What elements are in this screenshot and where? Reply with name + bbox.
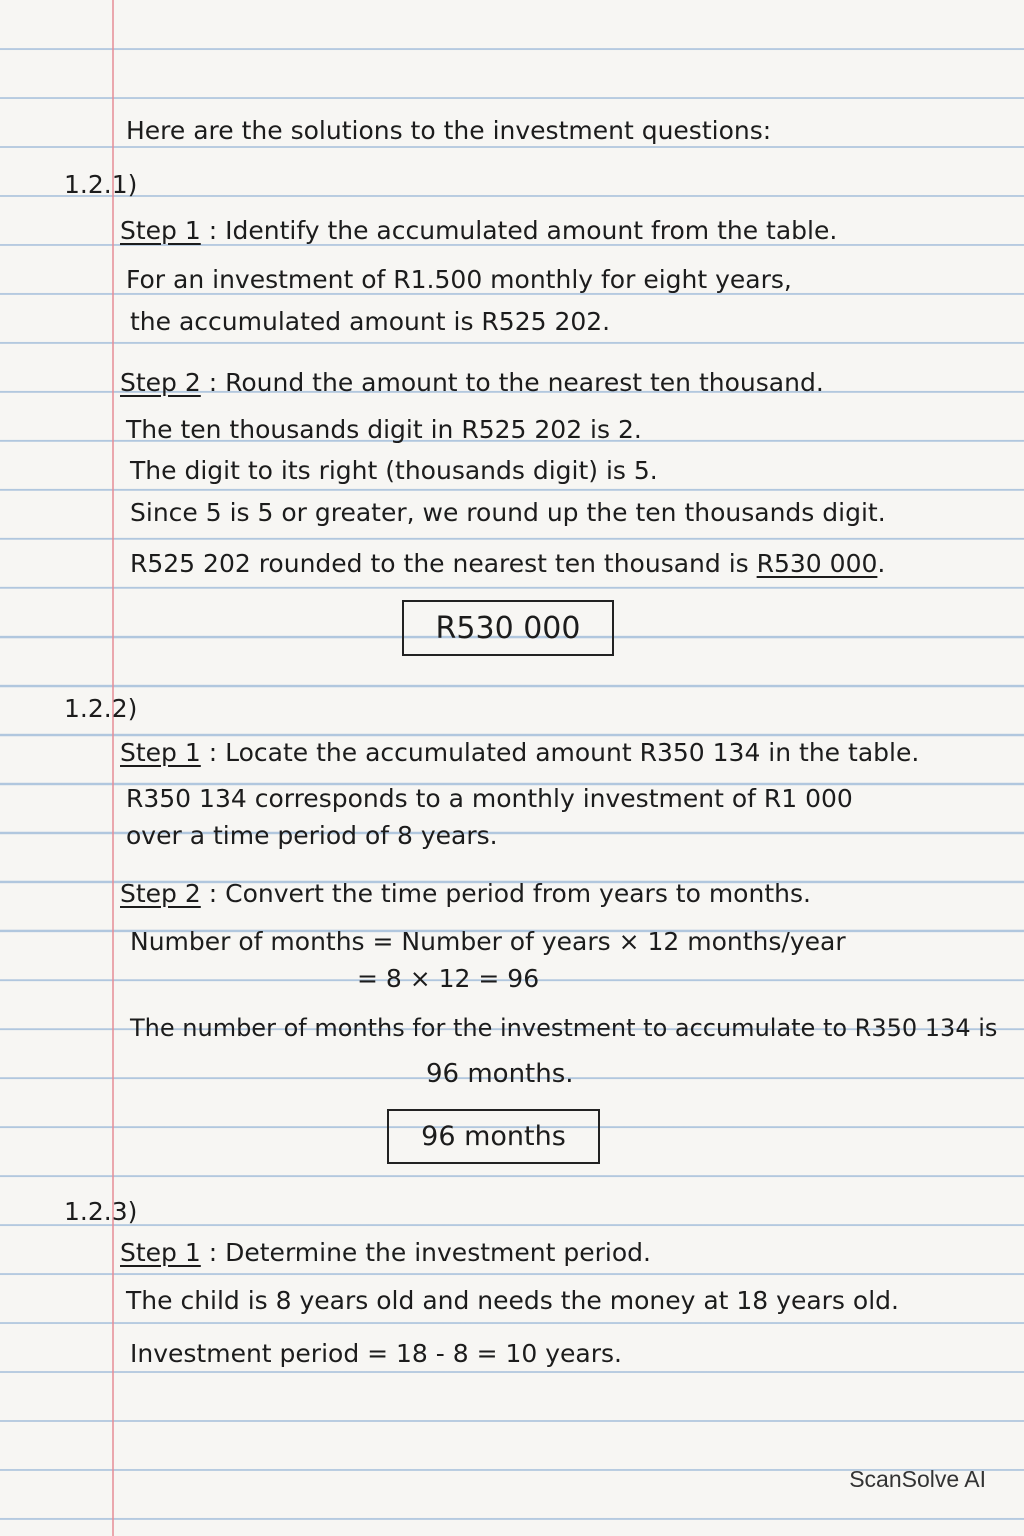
q1-answer-box: R530 000 xyxy=(402,600,614,656)
q2-step1-heading xyxy=(120,738,919,768)
q1-step2-line-3: Since 5 is 5 or greater, we round up the ten thousands digit. xyxy=(130,498,886,527)
q1-step2-label: Step 2 xyxy=(120,368,201,397)
q3-step1-text: Determine the investment period. xyxy=(225,1238,651,1267)
q1-step1-heading xyxy=(120,216,837,246)
q2-step1-label: Step 1 xyxy=(120,738,201,767)
q2-step2-heading xyxy=(120,879,811,909)
q2-conclusion-2: 96 months. xyxy=(426,1059,574,1089)
q1-step1-line-2: the accumulated amount is R525 202. xyxy=(130,307,611,336)
q1-step2-line-1: The ten thousands digit in R525 202 is 2. xyxy=(126,415,642,444)
q2-step2-label: Step 2 xyxy=(120,879,201,908)
q2-step2-sep: : xyxy=(208,879,218,908)
q3-step1-label: Step 1 xyxy=(120,1238,201,1267)
q1-step2-conclusion xyxy=(130,549,885,579)
q1-step1-text: Identify the accumulated amount from the table. xyxy=(225,216,838,245)
q1-step2-line-2: The digit to its right (thousands digit) is 5. xyxy=(130,456,658,485)
q1-conclusion-value: R530 000 xyxy=(756,549,878,578)
q1-step2-sep: : xyxy=(208,368,218,397)
question-number-1-2-1: 1.2.1) xyxy=(64,170,138,199)
question-number-1-2-3: 1.2.3) xyxy=(64,1197,138,1226)
q2-step1-text: Locate the accumulated amount R350 134 in the table. xyxy=(225,738,920,767)
q1-step1-sep: : xyxy=(208,216,218,245)
q1-conclusion-prefix: R525 202 rounded to the nearest ten thousand is xyxy=(130,549,749,578)
q3-step1-line-1: The child is 8 years old and needs the money at 18 years old. xyxy=(126,1286,899,1315)
intro-text: Here are the solutions to the investment questions: xyxy=(126,116,772,145)
q2-conclusion: The number of months for the investment to accumulate to R350 134 is xyxy=(130,1014,998,1042)
q1-step2-text: Round the amount to the nearest ten thousand. xyxy=(225,368,824,397)
q3-step1-heading xyxy=(120,1238,651,1268)
q1-step2-heading xyxy=(120,368,824,398)
q1-step1-line-1: For an investment of R1.500 monthly for eight years, xyxy=(126,265,792,294)
q2-step1-line-1: R350 134 corresponds to a monthly investment of R1 000 xyxy=(126,784,853,813)
q2-step2-text: Convert the time period from years to months. xyxy=(225,879,811,908)
q2-formula-line-2: = 8 × 12 = 96 xyxy=(357,964,540,993)
q3-step1-sep: : xyxy=(208,1238,218,1267)
brand-watermark: ScanSolve AI xyxy=(849,1466,986,1492)
q2-step1-sep: : xyxy=(208,738,218,767)
q1-step1-label: Step 1 xyxy=(120,216,201,245)
margin-line xyxy=(112,0,114,1536)
q2-step1-line-2: over a time period of 8 years. xyxy=(126,821,498,850)
q3-step1-line-2: Investment period = 18 - 8 = 10 years. xyxy=(130,1339,623,1368)
q2-formula-line-1: Number of months = Number of years × 12 months/year xyxy=(130,927,846,956)
q1-conclusion-suffix: . xyxy=(877,549,886,578)
question-number-1-2-2: 1.2.2) xyxy=(64,694,138,723)
q2-answer-box: 96 months xyxy=(387,1109,600,1164)
